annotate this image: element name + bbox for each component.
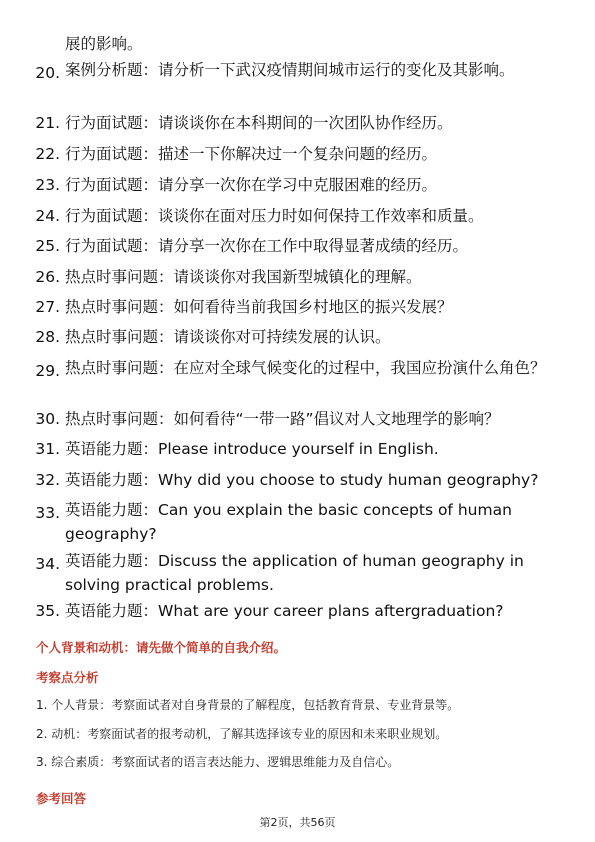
question-text: 行为面试题：谈谈你在面对压力时如何保持工作效率和质量。 <box>65 207 484 225</box>
question-number: 29. <box>35 362 60 380</box>
question-text: 英语能力题：Why did you choose to study human geography? <box>65 471 539 489</box>
question-number: 32. <box>35 471 60 489</box>
question-number: 22. <box>35 145 60 163</box>
question-number: 27. <box>35 298 60 316</box>
question-text: 行为面试题：请谈谈你在本科期间的一次团队协作经历。 <box>65 114 453 132</box>
question-text: 热点时事问题：在应对全球气候变化的过程中，我国应扮演什么角色？ <box>65 359 546 377</box>
question-text: 热点时事问题：请谈谈你对我国新型城镇化的理解。 <box>65 268 422 286</box>
question-number: 24. <box>35 207 60 225</box>
page-footer: 第2页，共56页 <box>259 816 336 829</box>
question-text: 案例分析题：请分析一下武汉疫情期间城市运行的变化及其影响。 <box>65 61 515 79</box>
question-item <box>0 498 595 548</box>
question-number: 30. <box>35 410 60 428</box>
question-text: 英语能力题：Please introduce yourself in English. <box>65 440 439 458</box>
question-number: 20. <box>35 64 60 82</box>
analysis-item: 2. 动机：考察面试者的报考动机，了解其选择该专业的原因和未来职业规划。 <box>36 727 448 741</box>
question-number: 21. <box>35 114 60 132</box>
question-text: 热点时事问题：请谈谈你对可持续发展的认识。 <box>65 328 391 346</box>
question-item <box>0 549 595 599</box>
question-number: 33. <box>35 504 60 522</box>
question-text: 行为面试题：请分享一次你在工作中取得显著成绩的经历。 <box>65 237 469 255</box>
question-number: 31. <box>35 440 60 458</box>
analysis-heading: 考察点分析 <box>36 670 99 685</box>
question-number: 28. <box>35 328 60 346</box>
reference-heading: 参考回答 <box>36 791 87 806</box>
question-number: 26. <box>35 268 60 286</box>
question-number: 25. <box>35 237 60 255</box>
question-number: 34. <box>35 555 60 573</box>
question-text: 英语能力题：Discuss the application of human geography in solving practical problems. <box>65 552 524 594</box>
question-text: 行为面试题：请分享一次你在学习中克服困难的经历。 <box>65 176 438 194</box>
question-text: 热点时事问题：如何看待当前我国乡村地区的振兴发展？ <box>65 298 453 316</box>
question-text: 英语能力题：Can you explain the basic concepts of human geography? <box>65 501 512 543</box>
question-item <box>0 58 595 108</box>
highlight-question: 个人背景和动机：请先做个简单的自我介绍。 <box>36 640 287 655</box>
question-item <box>0 356 595 406</box>
question-number: 23. <box>35 176 60 194</box>
continuation-text: 展的影响。 <box>65 35 143 53</box>
analysis-item: 1. 个人背景：考察面试者对自身背景的了解程度，包括教育背景、专业背景等。 <box>36 698 460 712</box>
question-text: 行为面试题：描述一下你解决过一个复杂问题的经历。 <box>65 145 438 163</box>
analysis-item: 3. 综合素质：考察面试者的语言表达能力、逻辑思维能力及自信心。 <box>36 755 400 769</box>
question-number: 35. <box>35 602 60 620</box>
question-text: 热点时事问题：如何看待“一带一路”倡议对人文地理学的影响？ <box>65 410 500 428</box>
question-text: 英语能力题：What are your career plans aftergraduation? <box>65 602 504 620</box>
